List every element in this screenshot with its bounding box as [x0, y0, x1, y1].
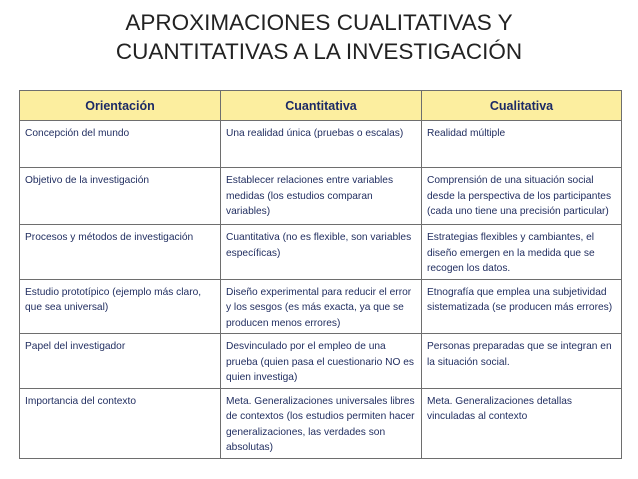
- cell-cuantitativa: Establecer relaciones entre variables medidas (los estudios comparan variables): [221, 168, 422, 225]
- table-row: [20, 168, 622, 225]
- slide-title-line-2: CUANTITATIVAS A LA INVESTIGACIÓN: [115, 39, 523, 64]
- header-row: [20, 91, 622, 121]
- cell-cualitativa: Realidad múltiple: [422, 121, 622, 168]
- table-row: [20, 121, 622, 168]
- cell-cuantitativa: Diseño experimental para reducir el error y los sesgos (es más exacta, ya que se producen menos errores): [221, 279, 422, 334]
- table-row: [20, 225, 622, 280]
- slide-title-line-1: APROXIMACIONES CUALITATIVAS Y: [125, 10, 513, 35]
- table-row: [20, 279, 622, 334]
- header-orientacion: Orientación: [20, 91, 221, 121]
- comparison-table: [19, 90, 622, 459]
- cell-cualitativa: Comprensión de una situación social desde la perspectiva de los participantes (cada uno tiene una precisión particular): [422, 168, 622, 225]
- cell-cualitativa: Meta. Generalizaciones detallas vinculadas al contexto: [422, 388, 622, 458]
- cell-cualitativa: Estrategias flexibles y cambiantes, el diseño emergen en la medida que se recogen los datos.: [422, 225, 622, 280]
- cell-cuantitativa: Meta. Generalizaciones universales libres de contextos (los estudios permiten hacer generalizaciones, las verdades son absolutas): [221, 388, 422, 458]
- table-row: [20, 334, 622, 389]
- table-row: [20, 388, 622, 458]
- cell-cuantitativa: Cuantitativa (no es flexible, son variables específicas): [221, 225, 422, 280]
- cell-orientacion: Papel del investigador: [20, 334, 221, 389]
- cell-orientacion: Concepción del mundo: [20, 121, 221, 168]
- slide-title: [0, 8, 638, 66]
- cell-orientacion: Procesos y métodos de investigación: [20, 225, 221, 280]
- cell-cualitativa: Etnografía que emplea una subjetividad sistematizada (se producen más errores): [422, 279, 622, 334]
- cell-orientacion: Estudio prototípico (ejemplo más claro, que sea universal): [20, 279, 221, 334]
- cell-cuantitativa: Desvinculado por el empleo de una prueba (quien pasa el cuestionario NO es quien investiga): [221, 334, 422, 389]
- cell-cuantitativa: Una realidad única (pruebas o escalas): [221, 121, 422, 168]
- cell-orientacion: Objetivo de la investigación: [20, 168, 221, 225]
- cell-orientacion: Importancia del contexto: [20, 388, 221, 458]
- header-cuantitativa: Cuantitativa: [221, 91, 422, 121]
- header-cualitativa: Cualitativa: [422, 91, 622, 121]
- cell-cualitativa: Personas preparadas que se integran en la situación social.: [422, 334, 622, 389]
